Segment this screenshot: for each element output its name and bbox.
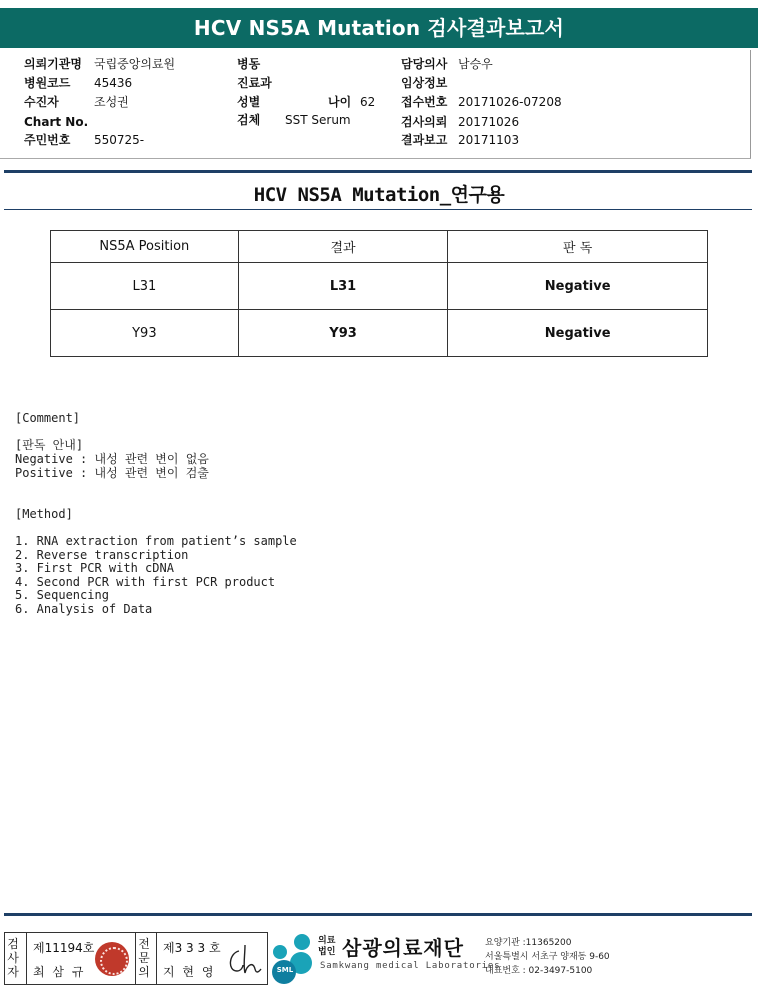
- footer-divider: [4, 913, 752, 916]
- info-report-date: 결과보고 20171103: [401, 133, 520, 147]
- info-chart-no: Chart No.: [24, 115, 89, 129]
- cell-result: L31: [238, 263, 448, 310]
- guide-positive: Positive : 내성 관련 변이 검출: [15, 466, 209, 480]
- tester-number: 제11194호: [33, 941, 95, 955]
- result-table: [50, 230, 708, 357]
- table-row: [51, 263, 708, 310]
- info-sex: 성별: [237, 95, 261, 109]
- org-address: 서울특별시 서초구 양재동 9-60: [485, 952, 610, 962]
- info-department: 진료과: [237, 76, 272, 90]
- org-code: 요양기관 :11365200: [485, 938, 572, 948]
- table-header-row: [51, 231, 708, 263]
- method-step: 3. First PCR with cDNA: [15, 561, 174, 575]
- method-step: 2. Reverse transcription: [15, 547, 189, 562]
- report-title: HCV NS5A Mutation 검사결과보고서: [0, 8, 758, 48]
- info-receipt-no: 접수번호 20171026-07208: [401, 95, 562, 109]
- method-step: 1. RNA extraction from patient’s sample: [15, 534, 297, 548]
- specialist-name: 지 현 영: [163, 965, 216, 979]
- tester-label-cell: [5, 933, 27, 984]
- method-step: 4. Second PCR with first PCR product: [15, 574, 276, 589]
- info-clinical: 임상정보: [401, 76, 448, 90]
- comment-heading: [Comment]: [15, 411, 81, 425]
- tester-label: 검사자: [7, 937, 19, 979]
- specialist-label-cell: [135, 933, 157, 984]
- sml-logo-text: SML: [276, 966, 294, 974]
- cell-interpretation: Negative: [448, 263, 708, 310]
- signature-box: [4, 932, 268, 985]
- org-english-name: Samkwang medical Laboratories: [320, 961, 501, 971]
- info-right-border: [750, 50, 751, 158]
- cell-position: L31: [51, 263, 239, 310]
- divider-top: [4, 170, 752, 173]
- guide-heading: [판독 안내]: [15, 438, 84, 452]
- info-institution: 의뢰기관명 국립중앙의료원: [24, 57, 176, 71]
- specialist-label: 전문의: [138, 937, 150, 979]
- tester-name: 최 삼 규: [33, 965, 86, 979]
- method-step: 5. Sequencing: [15, 588, 109, 602]
- section-title: HCV NS5A Mutation_연구용: [253, 184, 505, 206]
- header-interpretation: 판 독: [448, 231, 708, 263]
- specialist-number: 제3 3 3 호: [163, 941, 221, 955]
- guide-negative: Negative : 내성 관련 변이 없음: [15, 452, 209, 466]
- info-specimen: 검체 SST Serum: [237, 113, 351, 127]
- info-patient-name: 수진자 조성권: [24, 95, 129, 109]
- info-hospital-code: 병원코드 45436: [24, 76, 133, 90]
- info-request-date: 검사의뢰 20171026: [401, 115, 520, 129]
- patient-info-panel: [0, 50, 758, 158]
- method-heading: [Method]: [15, 507, 73, 521]
- header-result: 결과: [238, 231, 448, 263]
- info-resident-no: 주민번호 550725-: [24, 133, 145, 147]
- info-age: 나이 62: [328, 95, 376, 109]
- divider-under-title: [4, 209, 752, 210]
- info-bottom-border: [0, 158, 751, 159]
- info-ward: 병동: [237, 57, 261, 71]
- org-info: [485, 936, 610, 978]
- specialist-signature-icon: [225, 943, 263, 977]
- org-prefix: 의료 법인: [318, 936, 336, 957]
- org-phone: 대표번호 : 02-3497-5100: [485, 966, 593, 976]
- header-position: NS5A Position: [51, 231, 239, 263]
- cell-interpretation: Negative: [448, 310, 708, 357]
- tester-seal-icon: [95, 942, 129, 976]
- cell-position: Y93: [51, 310, 239, 357]
- org-name: 삼광의료재단: [342, 936, 464, 960]
- info-doctor: 담당의사 남승우: [401, 57, 493, 71]
- table-row: [51, 310, 708, 357]
- method-step: 6. Analysis of Data: [15, 601, 153, 616]
- cell-result: Y93: [238, 310, 448, 357]
